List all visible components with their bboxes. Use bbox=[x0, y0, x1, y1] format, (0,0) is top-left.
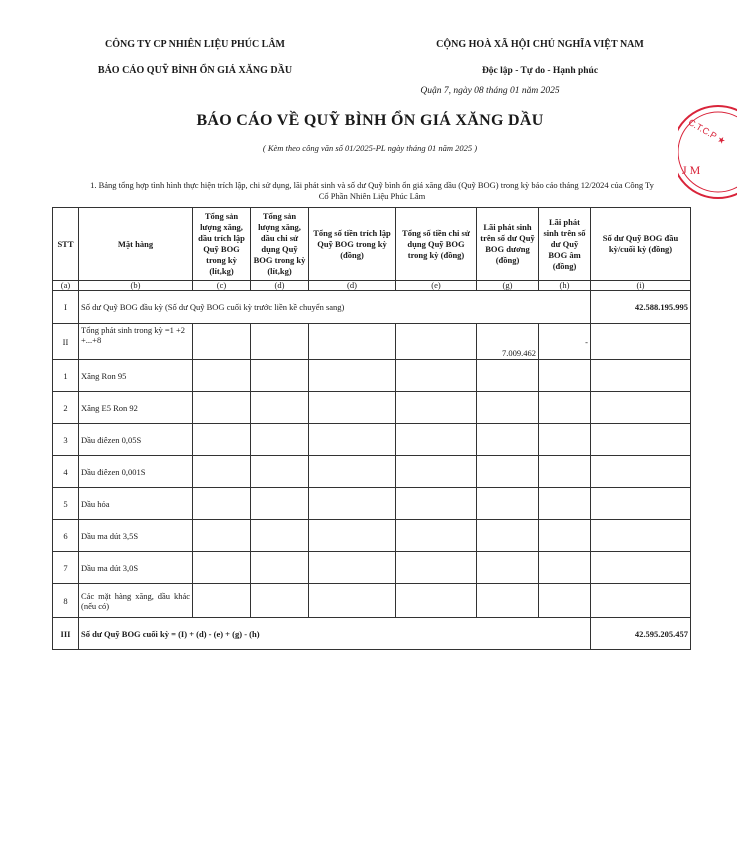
table-row bbox=[53, 360, 691, 392]
motto: Độc lập - Tự do - Hạnh phúc bbox=[481, 66, 599, 76]
cell-empty bbox=[251, 360, 309, 392]
item-label: Xăng E5 Ron 92 bbox=[79, 392, 193, 424]
cell-empty bbox=[591, 324, 691, 360]
stt: 4 bbox=[53, 456, 79, 488]
cell-empty bbox=[309, 392, 396, 424]
stt: 5 bbox=[53, 488, 79, 520]
cell-empty bbox=[591, 360, 691, 392]
cell-empty bbox=[477, 552, 539, 584]
cell-empty bbox=[309, 520, 396, 552]
cell-empty bbox=[477, 584, 539, 618]
stt: III bbox=[53, 618, 79, 650]
stt: 3 bbox=[53, 424, 79, 456]
cell-empty bbox=[193, 520, 251, 552]
stt: I bbox=[53, 291, 79, 324]
document-subtitle: ( Kèm theo công văn số 01/2025-PL ngày tháng 01 năm 2025 ) bbox=[262, 143, 478, 153]
table-row bbox=[53, 488, 691, 520]
cell-empty bbox=[396, 488, 477, 520]
cell-empty bbox=[251, 520, 309, 552]
cell-empty bbox=[251, 424, 309, 456]
row-closing-balance bbox=[53, 618, 691, 650]
interest-positive-value: 7.009.462 bbox=[477, 324, 539, 360]
table-row bbox=[53, 584, 691, 618]
cell-empty bbox=[539, 424, 591, 456]
company-name: CÔNG TY CP NHIÊN LIỆU PHÚC LÂM bbox=[104, 39, 285, 50]
cell-empty bbox=[396, 324, 477, 360]
company-header bbox=[60, 38, 330, 90]
col-header-c: Tổng sản lượng xăng, dầu trích lập Quỹ BOG trong kỳ (lít,kg) bbox=[193, 208, 251, 281]
item-label: Dầu ma dút 3,0S bbox=[79, 552, 193, 584]
closing-balance-value: 42.595.205.457 bbox=[591, 618, 691, 650]
cell-empty bbox=[591, 424, 691, 456]
stt: 7 bbox=[53, 552, 79, 584]
cell-empty bbox=[477, 424, 539, 456]
code-e: (e) bbox=[396, 281, 477, 291]
cell-empty bbox=[477, 392, 539, 424]
cell-empty bbox=[251, 552, 309, 584]
item-label: Dầu điêzen 0,05S bbox=[79, 424, 193, 456]
column-code-row bbox=[53, 281, 691, 291]
cell-empty bbox=[193, 392, 251, 424]
cell-empty bbox=[309, 584, 396, 618]
intro-paragraph bbox=[52, 180, 692, 202]
col-header-item: Mặt hàng bbox=[79, 208, 193, 281]
cell-empty bbox=[591, 584, 691, 618]
code-i: (i) bbox=[591, 281, 691, 291]
svg-text:C.T.C.P ★: C.T.C.P ★ bbox=[686, 117, 728, 147]
cell-empty bbox=[539, 360, 591, 392]
cell-empty bbox=[591, 392, 691, 424]
table-row bbox=[53, 392, 691, 424]
nation-name: CỘNG HOÀ XÃ HỘI CHỦ NGHĨA VIỆT NAM bbox=[436, 39, 644, 50]
opening-balance-value: 42.588.195.995 bbox=[591, 291, 691, 324]
col-header-h: Lãi phát sinh trên số dư Quỹ BOG âm (đồng) bbox=[539, 208, 591, 281]
code-c: (c) bbox=[193, 281, 251, 291]
cell-empty bbox=[591, 488, 691, 520]
nation-header bbox=[380, 38, 700, 86]
col-header-d: Tổng sản lượng xăng, dầu chi sử dụng Quỹ BOG trong kỳ (lít,kg) bbox=[251, 208, 309, 281]
report-type: BÁO CÁO QUỸ BÌNH ỔN GIÁ XĂNG DẦU bbox=[97, 65, 293, 76]
table-header-row bbox=[53, 208, 691, 281]
stt: 6 bbox=[53, 520, 79, 552]
cell-empty bbox=[309, 360, 396, 392]
total-movement-label: Tổng phát sinh trong kỳ =1 +2 +...+8 bbox=[79, 324, 193, 360]
cell-empty bbox=[396, 520, 477, 552]
cell-empty bbox=[477, 520, 539, 552]
cell-empty bbox=[591, 456, 691, 488]
code-b: (b) bbox=[79, 281, 193, 291]
cell-empty bbox=[396, 552, 477, 584]
document-title: BÁO CÁO VỀ QUỸ BÌNH ỔN GIÁ XĂNG DẦU bbox=[196, 112, 544, 129]
interest-negative-value: - bbox=[539, 324, 591, 360]
table-row bbox=[53, 552, 691, 584]
item-label: Dầu hỏa bbox=[79, 488, 193, 520]
col-header-g: Lãi phát sinh trên số dư Quỹ BOG dương (đồng) bbox=[477, 208, 539, 281]
item-label: Xăng Ron 95 bbox=[79, 360, 193, 392]
cell-empty bbox=[477, 360, 539, 392]
cell-empty bbox=[309, 424, 396, 456]
cell-empty bbox=[251, 488, 309, 520]
intro-line-1: 1. Bảng tổng hợp tình hình thực hiện trích lập, chi sử dụng, lãi phát sinh và số dư Quỹ bình ổn giá xăng dầu (Quỹ BOG) trong kỳ báo cáo tháng 12/2024 của Công Ty bbox=[90, 180, 654, 190]
code-a: (a) bbox=[53, 281, 79, 291]
cell-empty bbox=[309, 488, 396, 520]
col-header-stt: STT bbox=[53, 208, 79, 281]
intro-line-2: Cổ Phần Nhiên Liệu Phúc Lâm bbox=[318, 191, 426, 201]
cell-empty bbox=[477, 456, 539, 488]
cell-empty bbox=[477, 488, 539, 520]
table-row bbox=[53, 456, 691, 488]
cell-empty bbox=[396, 360, 477, 392]
code-h: (h) bbox=[539, 281, 591, 291]
cell-empty bbox=[591, 552, 691, 584]
stt: II bbox=[53, 324, 79, 360]
cell-empty bbox=[309, 552, 396, 584]
cell-empty bbox=[309, 456, 396, 488]
item-label: Các mặt hàng xăng, dầu khác (nếu có) bbox=[79, 584, 193, 618]
cell-empty bbox=[591, 520, 691, 552]
cell-empty bbox=[396, 456, 477, 488]
signature-mark: J M bbox=[682, 163, 701, 177]
stt: 8 bbox=[53, 584, 79, 618]
stt: 2 bbox=[53, 392, 79, 424]
cell-empty bbox=[539, 584, 591, 618]
col-header-e: Tổng số tiền chi sử dụng Quỹ BOG trong kỳ (đồng) bbox=[396, 208, 477, 281]
company-seal-icon bbox=[678, 100, 737, 200]
cell-empty bbox=[309, 324, 396, 360]
row-opening-balance bbox=[53, 291, 691, 324]
item-label: Dầu ma dút 3,5S bbox=[79, 520, 193, 552]
cell-empty bbox=[251, 324, 309, 360]
item-label: Dầu điêzen 0,001S bbox=[79, 456, 193, 488]
cell-empty bbox=[396, 424, 477, 456]
cell-empty bbox=[539, 488, 591, 520]
table-row bbox=[53, 424, 691, 456]
stt: 1 bbox=[53, 360, 79, 392]
cell-empty bbox=[193, 488, 251, 520]
code-d2: (d) bbox=[309, 281, 396, 291]
cell-empty bbox=[539, 520, 591, 552]
table-row bbox=[53, 520, 691, 552]
cell-empty bbox=[251, 584, 309, 618]
code-g: (g) bbox=[477, 281, 539, 291]
col-header-d2: Tổng số tiền trích lập Quỹ BOG trong kỳ (đồng) bbox=[309, 208, 396, 281]
cell-empty bbox=[193, 456, 251, 488]
cell-empty bbox=[193, 584, 251, 618]
opening-balance-label: Số dư Quỹ BOG đầu kỳ (Số dư Quỹ BOG cuối kỳ trước liền kề chuyển sang) bbox=[79, 291, 591, 324]
code-d: (d) bbox=[251, 281, 309, 291]
col-header-i: Số dư Quỹ BOG đầu kỳ/cuối kỳ (đồng) bbox=[591, 208, 691, 281]
cell-empty bbox=[539, 456, 591, 488]
bog-table bbox=[52, 207, 691, 650]
cell-empty bbox=[396, 392, 477, 424]
cell-empty bbox=[193, 552, 251, 584]
cell-empty bbox=[193, 360, 251, 392]
place-date: Quận 7, ngày 08 tháng 01 năm 2025 bbox=[420, 86, 560, 96]
cell-empty bbox=[251, 392, 309, 424]
cell-empty bbox=[539, 392, 591, 424]
cell-empty bbox=[396, 584, 477, 618]
row-total-movement bbox=[53, 324, 691, 360]
cell-empty bbox=[193, 324, 251, 360]
closing-balance-label: Số dư Quỹ BOG cuối kỳ = (I) + (d) - (e) + (g) - (h) bbox=[79, 618, 591, 650]
cell-empty bbox=[193, 424, 251, 456]
cell-empty bbox=[251, 456, 309, 488]
cell-empty bbox=[539, 552, 591, 584]
